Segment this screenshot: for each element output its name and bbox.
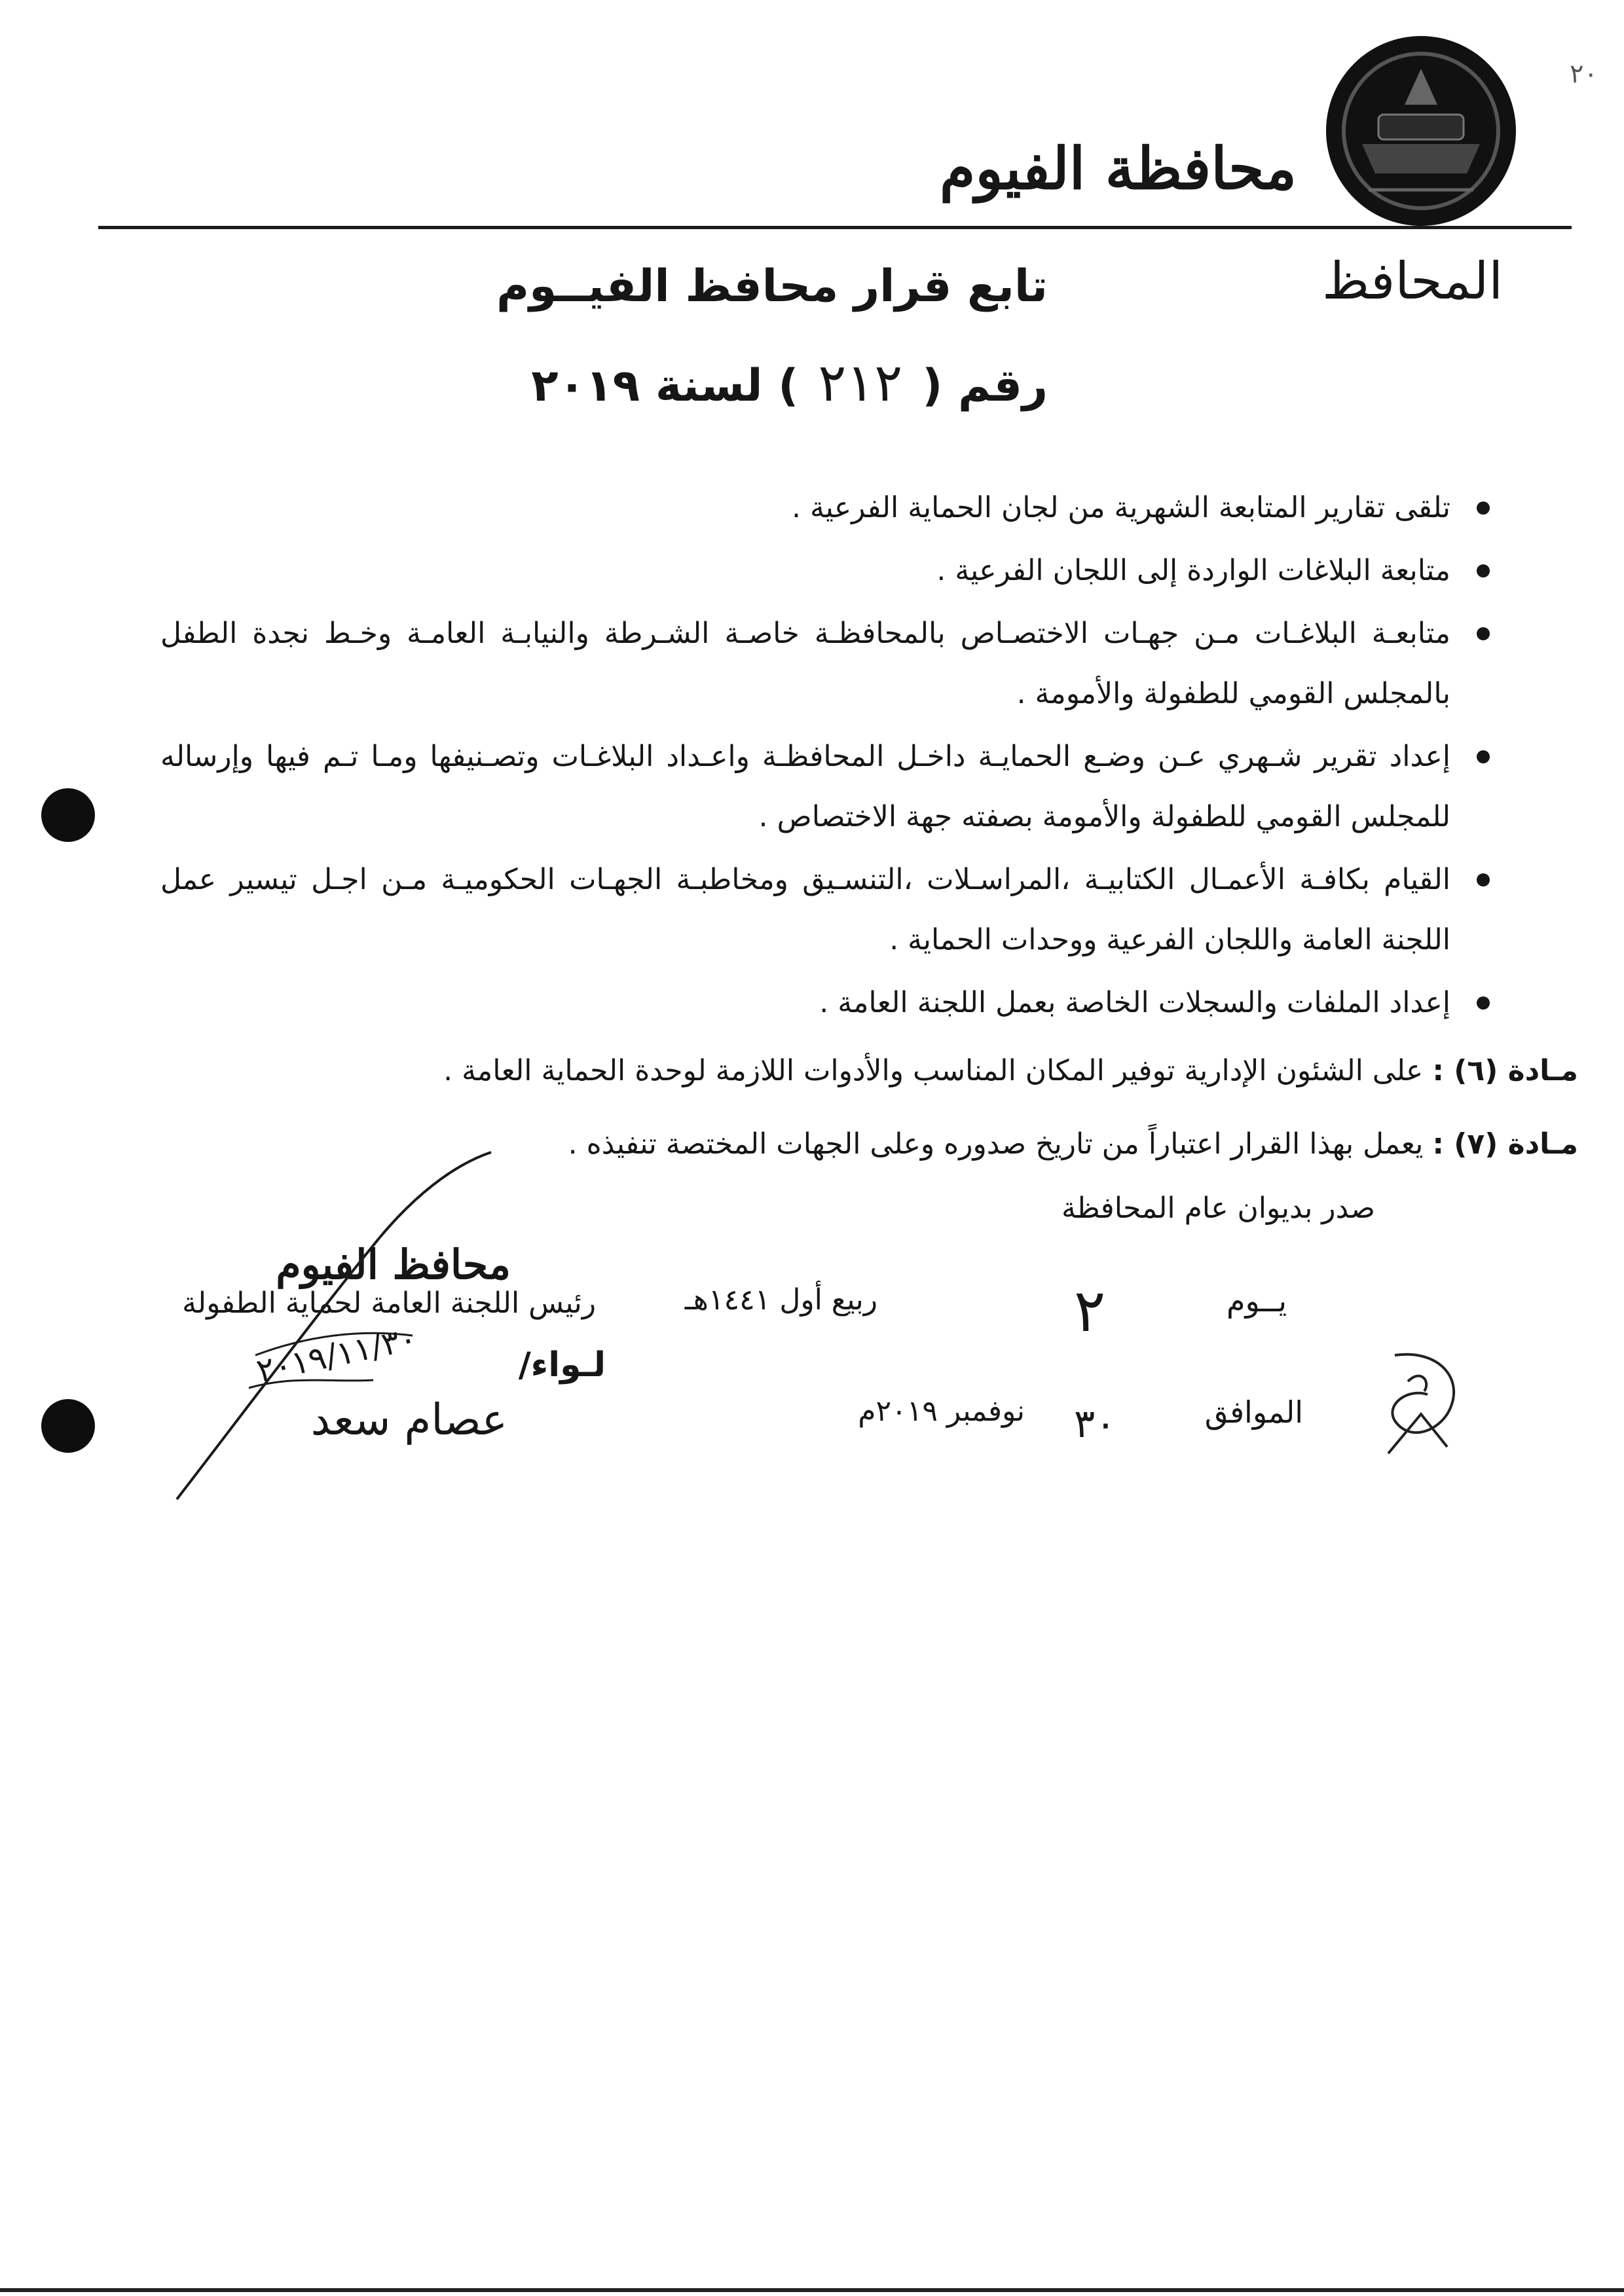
governorate-name: محافظة الفيوم [939,134,1297,202]
duties-list [160,478,1490,1036]
scan-edge [0,2288,1624,2292]
punch-hole [41,1399,95,1453]
bullet-icon [1477,627,1490,640]
bullet-icon [1477,501,1490,515]
handwritten-signature [164,1139,530,1506]
article-7 [568,1127,1578,1161]
signature-rank: لـواء/ [518,1345,606,1385]
signature-role: رئيس اللجنة العامة لحماية الطفولة [182,1286,596,1320]
punch-hole [41,788,95,842]
gregorian-date: نوفمبر ٢٠١٩م [858,1394,1025,1428]
list-item: القيام بكافـة الأعمـال الكتابيـة ،المراسـلات ،التنسـيق ومخاطبـة الجهـات الحكوميـة مـن اجـل تيسير عمل اللجنة العامة واللجان الفرعية ووحدات الحماية . [160,850,1490,970]
list-item: متابعـة البلاغـات مـن جهـات الاختصـاص بالمحافظـة خاصـة الشـرطة والنيابـة العامـة وخـط نجدة الطفل بالمجلس القومي للطفولة والأمومة . [160,604,1490,724]
article-6-label: مـادة (٦) : [1432,1054,1578,1087]
bullet-icon [1477,873,1490,886]
margin-mark: ٢٠ [1570,59,1598,89]
bullet-icon [1477,564,1490,577]
office-title: المحافظ [1322,252,1503,311]
signature-handwritten-date: ٢٠١٩/١١/٣٠ [253,1319,420,1391]
decree-number-line [531,352,1048,413]
number-prefix: رقم ( [922,360,1048,412]
signature-name: عصام سعد [310,1394,507,1445]
governorate-seal [1323,33,1519,229]
hijri-date: ربيع أول ١٤٤١هـ [684,1283,877,1317]
list-item: إعداد تقرير شـهري عـن وضـع الحمايـة داخـل المحافظـة واعـداد البلاغـات وتصـنيفها ومـا تـم فيها وإرساله للمجلس القومي للطفولة والأمومة بصفته جهة الاختصاص . [160,727,1490,847]
initials-scribble [1369,1342,1473,1460]
list-item: متابعة البلاغات الواردة إلى اللجان الفرعية . [160,541,1490,601]
article-7-label: مـادة (٧) : [1432,1127,1578,1161]
issued-statement: صدر بديوان عام المحافظة [1061,1192,1375,1225]
article-7-text: يعمل بهذا القرار اعتباراً من تاريخ صدوره وعلى الجهات المختصة تنفيذه . [568,1127,1424,1161]
number-value: ٢١٢ [818,352,903,413]
article-6 [443,1054,1578,1087]
day-handwritten: ٢ [1074,1277,1106,1345]
day-label: يــوم [1227,1283,1287,1319]
bullet-icon [1477,750,1490,763]
list-item: تلقى تقارير المتابعة الشهرية من لجان الحماية الفرعية . [160,478,1490,538]
header-rule [98,226,1572,229]
bullet-icon [1477,996,1490,1010]
signature-governor: محافظ الفيوم [276,1241,511,1288]
number-suffix: ) لسنة ٢٠١٩ [531,360,799,412]
corresponding-label: الموافق [1204,1394,1303,1430]
list-item: إعداد الملفات والسجلات الخاصة بعمل اللجنة العامة . [160,973,1490,1033]
article-6-text: على الشئون الإدارية توفير المكان المناسب والأدوات اللازمة لوحدة الحماية العامة . [443,1054,1424,1087]
corresponding-handwritten: ٣٠ [1074,1401,1116,1447]
decree-title: تابع قرار محافظ الفيــوم [496,261,1048,312]
